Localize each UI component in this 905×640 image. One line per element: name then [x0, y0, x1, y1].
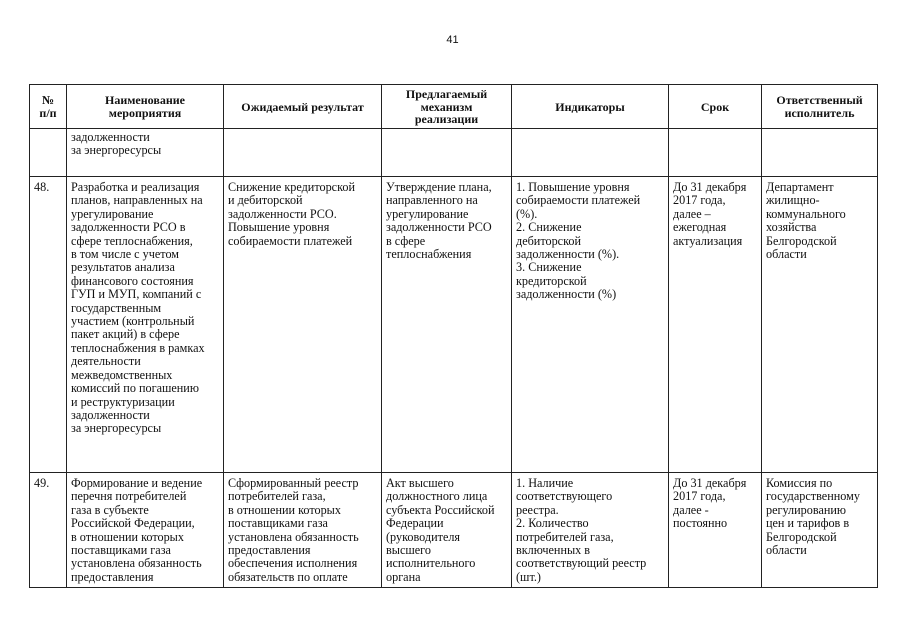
cell-term: До 31 декабря 2017 года, далее – ежегодная актуализация [669, 177, 762, 473]
table-row [30, 129, 878, 177]
cell-indicators: 1. Наличие соответствующего реестра. 2. Количество потребителей газа, включенных в соответствующий реестр (шт.) [512, 473, 669, 588]
table-row [30, 473, 878, 588]
cell-indicators [512, 129, 669, 177]
cell-result: Сформированный реестр потребителей газа, в отношении которых поставщиками газа установлена обязанность предоставления обеспечения исполнения обязательств по оплате [224, 473, 382, 588]
measures-table [29, 84, 878, 588]
cell-executor [762, 129, 878, 177]
cell-num: 48. [30, 177, 67, 473]
cell-term [669, 129, 762, 177]
header-num: № п/п [30, 85, 67, 129]
cell-executor: Комиссия по государственному регулированию цен и тарифов в Белгородской области [762, 473, 878, 588]
cell-indicators: 1. Повышение уровня собираемости платежей (%). 2. Снижение дебиторской задолженности (%). 3. Снижение кредиторской задолженности (%) [512, 177, 669, 473]
header-term: Срок [669, 85, 762, 129]
header-executor: Ответственный исполнитель [762, 85, 878, 129]
header-name: Наименование мероприятия [67, 85, 224, 129]
cell-executor: Департамент жилищно- коммунального хозяйства Белгородской области [762, 177, 878, 473]
cell-result [224, 129, 382, 177]
table-header-row [30, 85, 878, 129]
cell-result: Снижение кредиторской и дебиторской задолженности РСО. Повышение уровня собираемости платежей [224, 177, 382, 473]
cell-mechanism [382, 129, 512, 177]
cell-term: До 31 декабря 2017 года, далее - постоянно [669, 473, 762, 588]
header-indicators: Индикаторы [512, 85, 669, 129]
cell-name: Формирование и ведение перечня потребителей газа в субъекте Российской Федерации, в отношении которых поставщиками газа установлена обязанность предоставления [67, 473, 224, 588]
header-mechanism: Предлагаемый механизм реализации [382, 85, 512, 129]
cell-name: задолженности за энергоресурсы [67, 129, 224, 177]
header-result: Ожидаемый результат [224, 85, 382, 129]
cell-mechanism: Акт высшего должностного лица субъекта Российской Федерации (руководителя высшего исполнительного органа [382, 473, 512, 588]
cell-name: Разработка и реализация планов, направленных на урегулирование задолженности РСО в сфере теплоснабжения, в том числе с учетом результатов анализа финансового состояния ГУП и МУП, компаний с государственным участием (контрольный пакет акций) в сфере теплоснабжения в рамках деятельности межведомственных комиссий по погашению и реструктуризации задолженности за энергоресурсы [67, 177, 224, 473]
cell-mechanism: Утверждение плана, направленного на урегулирование задолженности РСО в сфере теплоснабжения [382, 177, 512, 473]
cell-num [30, 129, 67, 177]
cell-num: 49. [30, 473, 67, 588]
table-row [30, 177, 878, 473]
page-number: 41 [446, 34, 459, 46]
